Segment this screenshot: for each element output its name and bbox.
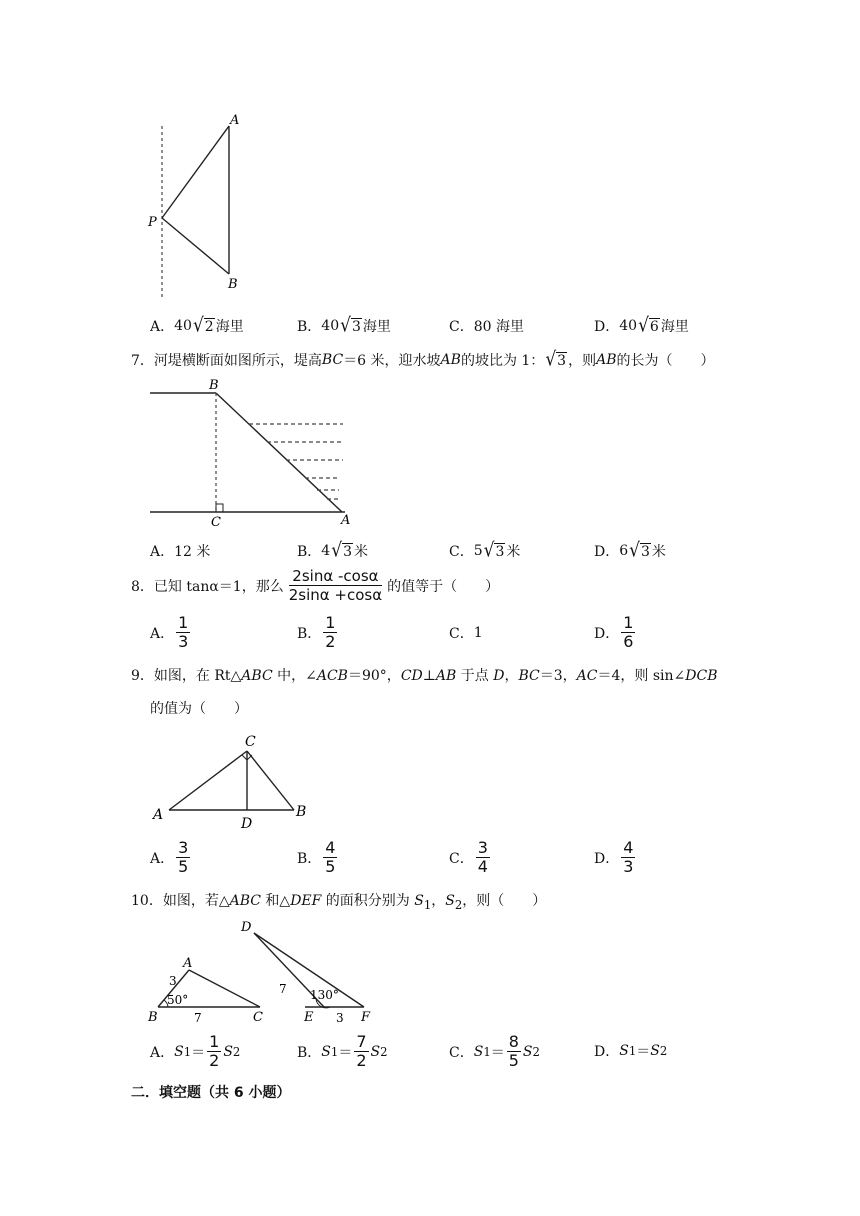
- q8-stem: 8．已知 tanα＝1，那么 $\frac{2\sin\alpha -\cos\alpha}{2\sin\alpha +\cos\alpha}$ 的值等于（ ）: [131, 567, 500, 604]
- q10-label-f: F: [361, 1010, 371, 1025]
- q10-line-ac: [189, 970, 260, 1007]
- option-letter: C．: [449, 626, 474, 642]
- option-letter: D．: [594, 319, 620, 335]
- q9-label-a: A: [153, 807, 164, 823]
- q10-label-bc-length: 7: [194, 1011, 202, 1025]
- option-coef: 5: [473, 543, 483, 559]
- option-fraction: $\frac{1}{2}$: [325, 613, 336, 651]
- option-letter: C．: [449, 1044, 474, 1061]
- q6-label-b: B: [228, 277, 238, 292]
- option-fraction: $\frac{4}{3}$: [623, 838, 634, 876]
- option-fraction: $\frac{1}{6}$: [623, 613, 634, 651]
- section-fill-in-title: 二．填空题（共 6 小题）: [131, 1085, 291, 1101]
- q10-label-angle-e: 130°: [310, 988, 339, 1002]
- sqrt-symbol: √ 2: [192, 313, 214, 337]
- option-fraction: $\frac{3}{4}$: [477, 838, 488, 876]
- option-coef: 40: [174, 318, 192, 334]
- option-fraction: $\frac{3}{5}$: [178, 838, 189, 876]
- q8-expression-fraction: $\frac{2\sin\alpha -\cos\alpha}{2\sin\alpha +\cos\alpha}$: [288, 567, 383, 604]
- option-text: 1: [473, 625, 483, 641]
- q10-option-a[interactable]: A． S 1 ＝ $\frac{1}{2}$ S 2: [150, 1032, 241, 1070]
- q6-label-a: A: [230, 113, 240, 128]
- option-unit: 米: [506, 544, 521, 560]
- option-text: 80 海里: [473, 319, 524, 335]
- q9-line-bc: [247, 751, 294, 810]
- option-coef: 4: [321, 543, 331, 559]
- option-letter: D．: [594, 544, 620, 560]
- option-coef: 40: [321, 318, 340, 334]
- q6-option-c[interactable]: [449, 316, 524, 336]
- q6-figure: [140, 108, 260, 303]
- sqrt-symbol: √ 3: [340, 313, 361, 337]
- option-letter: B．: [297, 850, 322, 867]
- q7-label-a: A: [341, 513, 351, 528]
- option-letter: C．: [449, 544, 474, 560]
- sqrt-symbol: √ 3: [331, 538, 352, 562]
- q9-option-d[interactable]: [594, 839, 637, 876]
- sqrt-symbol: √ 3: [629, 538, 650, 562]
- q10-label-c: C: [253, 1010, 263, 1025]
- option-letter: A．: [150, 319, 175, 335]
- q6-label-p: P: [148, 215, 157, 230]
- q8-option-a[interactable]: [150, 614, 192, 651]
- q6-line-pa: [162, 126, 229, 218]
- q9-option-c[interactable]: [449, 839, 492, 876]
- option-letter: D．: [594, 625, 620, 642]
- q7-option-a[interactable]: [150, 541, 210, 561]
- option-unit: 米: [353, 544, 368, 560]
- q9-label-b: B: [296, 804, 307, 820]
- q8-option-d[interactable]: [594, 614, 637, 651]
- option-fraction: $\frac{4}{5}$: [325, 838, 336, 876]
- q10-option-b[interactable]: B． S 1 ＝ $\frac{7}{2}$ S 2: [297, 1032, 388, 1070]
- option-letter: A．: [150, 625, 175, 642]
- q10-label-e: E: [304, 1010, 314, 1025]
- option-fraction: $\frac{8}{5}$: [508, 1032, 519, 1070]
- q7-stem: 7．河堤横断面如图所示，堤高 BC ＝6 米，迎水坡 AB 的坡比为 1： √ 3 ，则 AB 的长为（ ）: [131, 347, 715, 371]
- q10-line-df: [254, 933, 364, 1007]
- q10-label-angle-b: 50°: [167, 993, 189, 1007]
- option-letter: D．: [594, 850, 620, 867]
- q7-option-b[interactable]: [297, 538, 368, 562]
- q6-option-a[interactable]: [150, 313, 244, 337]
- q7-figure: [145, 376, 360, 528]
- q9-label-c: C: [245, 734, 256, 750]
- option-unit: 海里: [660, 319, 689, 335]
- q10-label-d: D: [241, 920, 252, 935]
- q9-label-d: D: [241, 816, 253, 832]
- q10-stem: 10．如图，若△ABC 和△DEF 的面积分别为 $S_1$，$S_2$，则（ ）: [131, 893, 547, 912]
- option-letter: C．: [449, 850, 474, 867]
- q9-stem-line2: 的值为（ ）: [150, 701, 248, 717]
- q6-option-b[interactable]: [297, 313, 391, 337]
- option-fraction: $\frac{7}{2}$: [356, 1032, 367, 1070]
- q7-label-c: C: [211, 515, 221, 528]
- q7-option-d[interactable]: [594, 538, 666, 562]
- q9-option-b[interactable]: [297, 839, 339, 876]
- q10-label-a: A: [183, 956, 193, 971]
- option-letter: B．: [297, 544, 322, 560]
- option-fraction: $\frac{1}{2}$: [209, 1032, 220, 1070]
- option-letter: B．: [297, 319, 322, 335]
- q10-figure: [140, 915, 380, 1027]
- q7-option-c[interactable]: [449, 538, 521, 562]
- option-letter: B．: [297, 625, 322, 642]
- option-letter: A．: [150, 1044, 175, 1061]
- sqrt-symbol: √ 3: [545, 347, 567, 371]
- option-letter: A．: [150, 850, 175, 867]
- q8-option-c[interactable]: [449, 623, 483, 643]
- q10-option-d[interactable]: D． S 1 ＝ S 2: [594, 1043, 668, 1060]
- option-fraction: $\frac{1}{3}$: [178, 613, 189, 651]
- option-letter: B．: [297, 1044, 322, 1061]
- q8-option-b[interactable]: [297, 614, 339, 651]
- option-coef: 40: [619, 318, 638, 334]
- q10-label-ab-length: 3: [169, 974, 177, 988]
- q10-label-ef-length: 3: [336, 1011, 344, 1025]
- q6-line-pb: [162, 218, 229, 274]
- q10-option-c[interactable]: C． S 1 ＝ $\frac{8}{5}$ S 2: [449, 1032, 540, 1070]
- q10-label-b: B: [148, 1010, 158, 1025]
- option-letter: A．: [150, 544, 175, 560]
- option-letter: C．: [449, 319, 474, 335]
- q7-water-lines: [249, 424, 343, 499]
- q9-figure: [148, 728, 318, 832]
- q9-option-a[interactable]: [150, 839, 192, 876]
- option-text: 12 米: [174, 544, 211, 560]
- q7-slope-ab: [216, 393, 342, 512]
- sqrt-symbol: √ 6: [638, 313, 659, 337]
- sqrt-symbol: √ 3: [483, 538, 505, 562]
- q6-option-d[interactable]: [594, 313, 689, 337]
- option-unit: 海里: [362, 319, 391, 335]
- q7-label-b: B: [209, 378, 219, 393]
- q7-right-angle-mark: [216, 504, 223, 512]
- q10-label-de-length: 7: [279, 982, 287, 996]
- option-coef: 6: [619, 543, 629, 559]
- q9-stem-line1: 9．如图，在 Rt△ABC 中，∠ACB＝90°，CD⊥AB 于点 D，BC＝3，AC＝4，则 sin∠DCB: [131, 668, 718, 684]
- option-letter: D．: [594, 1044, 620, 1060]
- option-unit: 海里: [215, 319, 244, 335]
- q9-line-ac: [169, 751, 247, 810]
- option-unit: 米: [651, 544, 666, 560]
